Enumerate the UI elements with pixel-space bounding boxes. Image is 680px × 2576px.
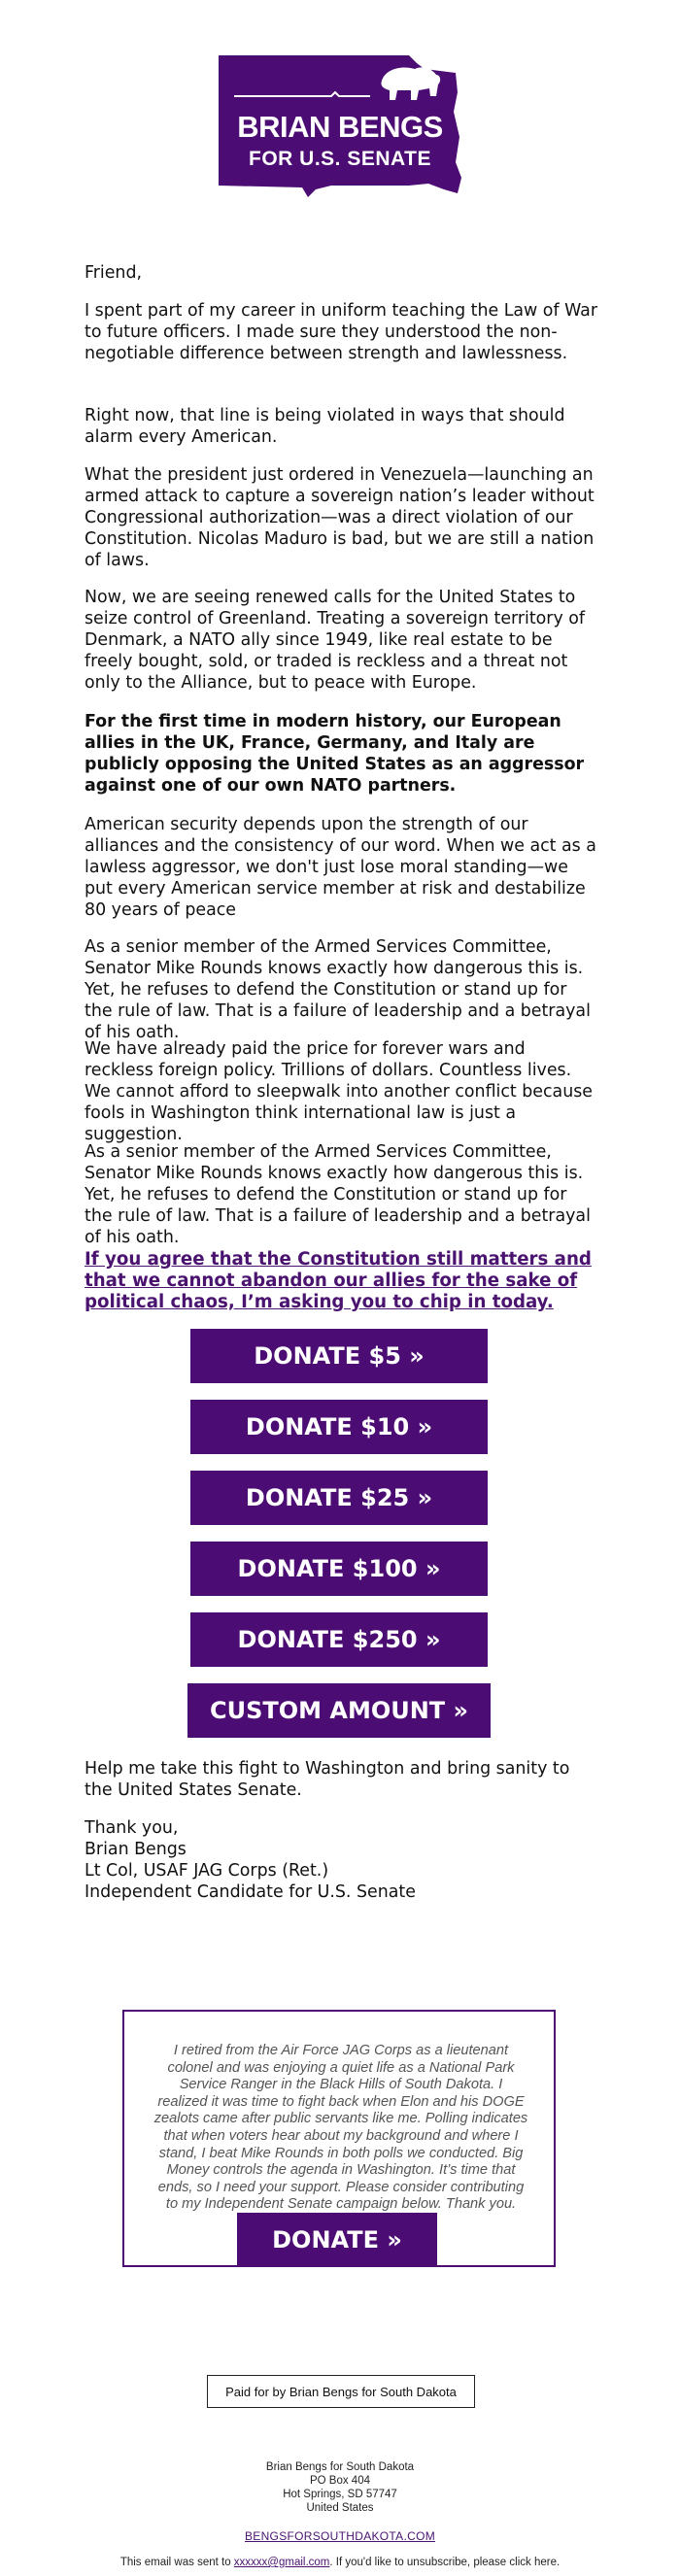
bio-box [122, 2010, 556, 2267]
signoff-name: Brian Bengs [85, 1840, 187, 1859]
signoff-rank: Lt Col, USAF JAG Corps (Ret.) [85, 1861, 329, 1881]
sent-to-prefix: This email was sent to [119, 2557, 234, 2568]
donate-10-button[interactable]: DONATE $10 » [190, 1400, 488, 1454]
logo-name: BRIAN BENGS [237, 110, 443, 144]
donate-250-button[interactable]: DONATE $250 » [190, 1612, 488, 1667]
paragraph: As a senior member of the Armed Services Committee, Senator Mike Rounds knows exactly how dangerous this is. Yet, he refuses to defend the Constitution or stand up for the rule of law. That is a failure of leadership and a betrayal of his oath. [85, 1142, 591, 1247]
donate-5-button[interactable]: DONATE $5 » [190, 1329, 488, 1383]
paragraph: Now, we are seeing renewed calls for the United States to seize control of Greenland. Treating a sovereign territory of Denmark, a NATO ally since 1949, like real estate to be freely bought, sold, or traded is reckless and a threat not only to the Alliance, but to peace with Europe. [85, 588, 586, 693]
bio-donate-button[interactable]: DONATE » [237, 2213, 437, 2267]
recipient-email-link[interactable]: xxxxxx@gmail.com [233, 2557, 330, 2568]
donate-100-button[interactable]: DONATE $100 » [190, 1542, 488, 1596]
website-link[interactable]: BENGSFORSOUTHDAKOTA.COM [244, 2529, 436, 2543]
paragraph: We have already paid the price for forever wars and reckless foreign policy. Trillions of dollars. Countless lives. We cannot afford to sleepwalk into another conflict because fools in Washington think international law is just a suggestion. [85, 1039, 594, 1144]
unsubscribe-notice [0, 2557, 680, 2568]
footer-address-line: United States [306, 2502, 374, 2514]
signoff-thanks: Thank you, [85, 1818, 179, 1838]
paragraph: American security depends upon the strength of our alliances and the consistency of our word. When we act as a lawless aggressor, we don't just lose moral standing—we put every American service member at risk and destabilize 80 years of peace [85, 815, 596, 920]
paragraph: Right now, that line is being violated in ways that should alarm every American. [85, 406, 565, 447]
custom-amount-button[interactable]: CUSTOM AMOUNT » [187, 1683, 491, 1738]
donate-25-button[interactable]: DONATE $25 » [190, 1471, 488, 1525]
paragraph: What the president just ordered in Venezuela—launching an armed attack to capture a sovereign nation’s leader without Congressional authorization—was a direct violation of our Constitution. Nicolas Maduro is bad, but we are still a nation of laws. [85, 465, 595, 570]
signoff-role: Independent Candidate for U.S. Senate [85, 1882, 416, 1902]
greeting: Friend, [85, 263, 143, 283]
campaign-logo [215, 53, 465, 199]
unsubscribe-link[interactable]: . If you'd like to unsubscribe, please click here. [329, 2557, 561, 2568]
logo-subtitle: FOR U.S. SENATE [249, 148, 431, 170]
donate-appeal-link[interactable]: If you agree that the Constitution still matters and that we cannot abandon our allies for the sake of political chaos, I’m asking you to chip in today. [85, 1249, 592, 1312]
footer-address-line: PO Box 404 [309, 2475, 370, 2487]
closing-paragraph: Help me take this fight to Washington and bring sanity to the United States Senate. [85, 1759, 570, 1800]
footer-address-line: Brian Bengs for South Dakota [265, 2461, 415, 2473]
footer-address-line: Hot Springs, SD 57747 [283, 2489, 397, 2500]
paragraph: I spent part of my career in uniform teaching the Law of War to future officers. I made sure they understood the non-negotiable difference between strength and lawlessness. [85, 301, 597, 363]
bio-text: I retired from the Air Force JAG Corps as a lieutenant colonel and was enjoying a quiet life as a National Park Service Ranger in the Black Hills of South Dakota. I realized it was time to fight back when Elon and his DOGE zealots came after public servants like me. Polling indicates that when voters hear about my background and where I stand, I beat Mike Rounds in both polls we conducted. Big Money controls the agenda in Washington. It’s time that ends, so I need your support. Please consider contributing to my Independent Senate campaign below. Thank you. [153, 2043, 528, 2213]
paid-for-disclaimer: Paid for by Brian Bengs for South Dakota [207, 2375, 475, 2408]
paragraph: As a senior member of the Armed Services Committee, Senator Mike Rounds knows exactly how dangerous this is. Yet, he refuses to defend the Constitution or stand up for the rule of law. That is a failure of leadership and a betrayal of his oath. [85, 937, 591, 1042]
emphasis-paragraph: For the first time in modern history, our European allies in the UK, France, Germany, and Italy are publicly opposing the United States as an aggressor against one of our own NATO partners. [85, 712, 585, 796]
